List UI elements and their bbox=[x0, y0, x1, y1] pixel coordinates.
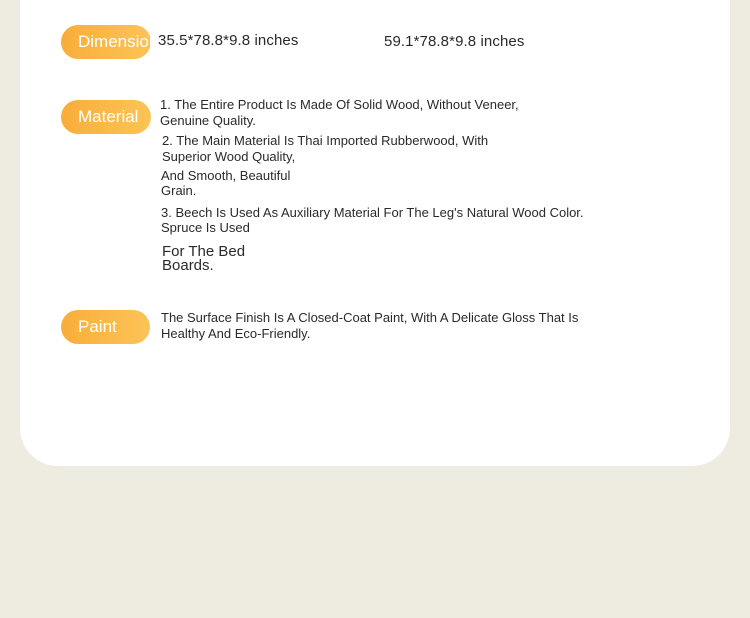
spec-card bbox=[20, 0, 730, 466]
dimensions-badge: Dimensions bbox=[61, 25, 151, 59]
material-item-2-line-3: And Smooth, Beautiful bbox=[161, 168, 291, 183]
paint-line-2: Healthy And Eco-Friendly. bbox=[161, 326, 311, 341]
material-item-2-line-4: Grain. bbox=[161, 183, 197, 198]
paint-line-1: The Surface Finish Is A Closed-Coat Paint, With A Delicate Gloss That Is bbox=[161, 310, 579, 325]
material-item-1-line-1: 1. The Entire Product Is Made Of Solid Wood, Without Veneer, bbox=[160, 97, 519, 112]
dimension-value-2: 59.1*78.8*9.8 inches bbox=[384, 33, 525, 50]
paint-badge: Paint bbox=[61, 310, 150, 344]
material-item-2-line-1: 2. The Main Material Is Thai Imported Rubberwood, With bbox=[162, 133, 489, 148]
material-item-3-line-4: Boards. bbox=[162, 257, 214, 274]
material-item-3-line-1: 3. Beech Is Used As Auxiliary Material For The Leg's Natural Wood Color. bbox=[161, 205, 584, 220]
material-item-1-line-2: Genuine Quality. bbox=[160, 113, 256, 128]
dimension-value-1: 35.5*78.8*9.8 inches bbox=[158, 32, 299, 49]
material-badge: Material bbox=[61, 100, 151, 134]
material-item-2-line-2: Superior Wood Quality, bbox=[162, 149, 296, 164]
material-item-3-line-2: Spruce Is Used bbox=[161, 220, 250, 235]
material-item-3-line-3: For The Bed bbox=[162, 243, 246, 260]
